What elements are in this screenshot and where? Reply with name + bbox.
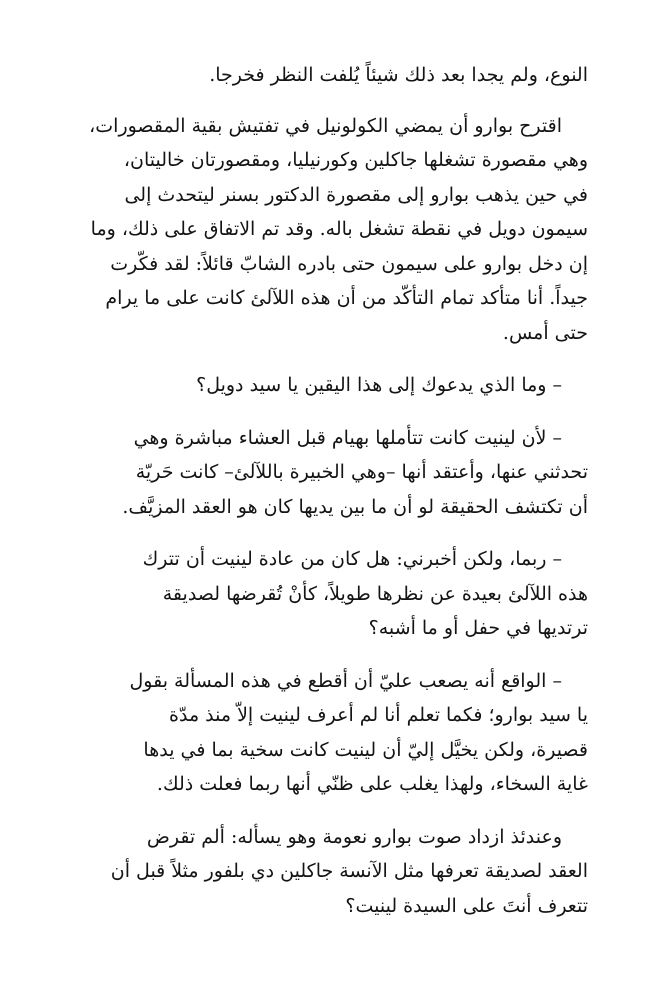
text-line: تحدثني عنها، وأعتقد أنها –وهي الخبيرة باللآلئ– كانت حَريّة: [135, 461, 588, 483]
text-line: – وما الذي يدعوك إلى هذا اليقين يا سيد دويل؟: [196, 374, 562, 396]
text-line: اقترح بوارو أن يمضي الكولونيل في تفتيش بقية المقصورات،: [89, 114, 562, 137]
book-page: [62, 58, 588, 941]
text-line: إن دخل بوارو على سيمون حتى بادره الشابّ قائلاً: لقد فكّرت: [110, 252, 588, 275]
text-line: يا سيد بوارو؛ فكما تعلم أنا لم أعرف لينيت إلاّ منذ مدّة: [169, 704, 588, 726]
text-line: في حين يذهب بوارو إلى مقصورة الدكتور بسنر ليتحدث إلى: [124, 183, 588, 206]
paragraph-continuation: [62, 58, 588, 93]
text-line: العقد لصديقة تعرفها مثل الآنسة جاكلين دي بلفور مثلاً قبل أن: [110, 860, 588, 882]
paragraph-narrative: [62, 109, 588, 351]
paragraph-dialogue: [62, 664, 588, 802]
text-line: وهي مقصورة تشغلها جاكلين وكورنيليا، ومقصورتان خاليتان،: [123, 149, 588, 171]
text-line: جيداً. أنا متأكد تمام التأكّد من أن هذه اللآلئ كانت على ما يرام: [105, 287, 588, 309]
text-line: تتعرف أنتَ على السيدة لينيت؟: [345, 894, 588, 917]
text-line: أن تكتشف الحقيقة لو أن ما بين يديها كان هو العقد المزيَّف.: [122, 495, 588, 518]
text-line: النوع، ولم يجدا بعد ذلك شيئاً يُلفت النظر فخرجا.: [209, 64, 588, 86]
paragraph-dialogue: [62, 421, 588, 525]
text-line: ترتديها في حفل أو ما أشبه؟: [368, 617, 588, 639]
text-line: وعندئذ ازداد صوت بوارو نعومة وهو يسأله: ألم تقرض: [146, 825, 562, 848]
text-line: هذه اللآلئ بعيدة عن نظرها طويلاً، كأنْ تُقرضها لصديقة: [162, 582, 588, 605]
text-line: قصيرة، ولكن يخيَّل إليّ أن لينيت كانت سخية بما في يدها: [143, 738, 588, 761]
text-line: حتى أمس.: [502, 321, 588, 344]
text-line: – الواقع أنه يصعب عليّ أن أقطع في هذه المسألة بقول: [129, 669, 562, 692]
paragraph-narrative: [62, 820, 588, 924]
text-line: سيمون دويل في نقطة تشغل باله. وقد تم الاتفاق على ذلك، وما: [90, 218, 588, 240]
text-line: – لأن لينيت كانت تتأملها بهيام قبل العشاء مباشرة وهي: [133, 426, 562, 449]
text-line: – ربما، ولكن أخبرني: هل كان من عادة لينيت أن تترك: [142, 548, 562, 570]
paragraph-dialogue: [62, 542, 588, 646]
text-line: غاية السخاء، ولهذا يغلب على ظنّي أنها ربما فعلت ذلك.: [156, 773, 588, 795]
paragraph-dialogue: [62, 368, 588, 403]
